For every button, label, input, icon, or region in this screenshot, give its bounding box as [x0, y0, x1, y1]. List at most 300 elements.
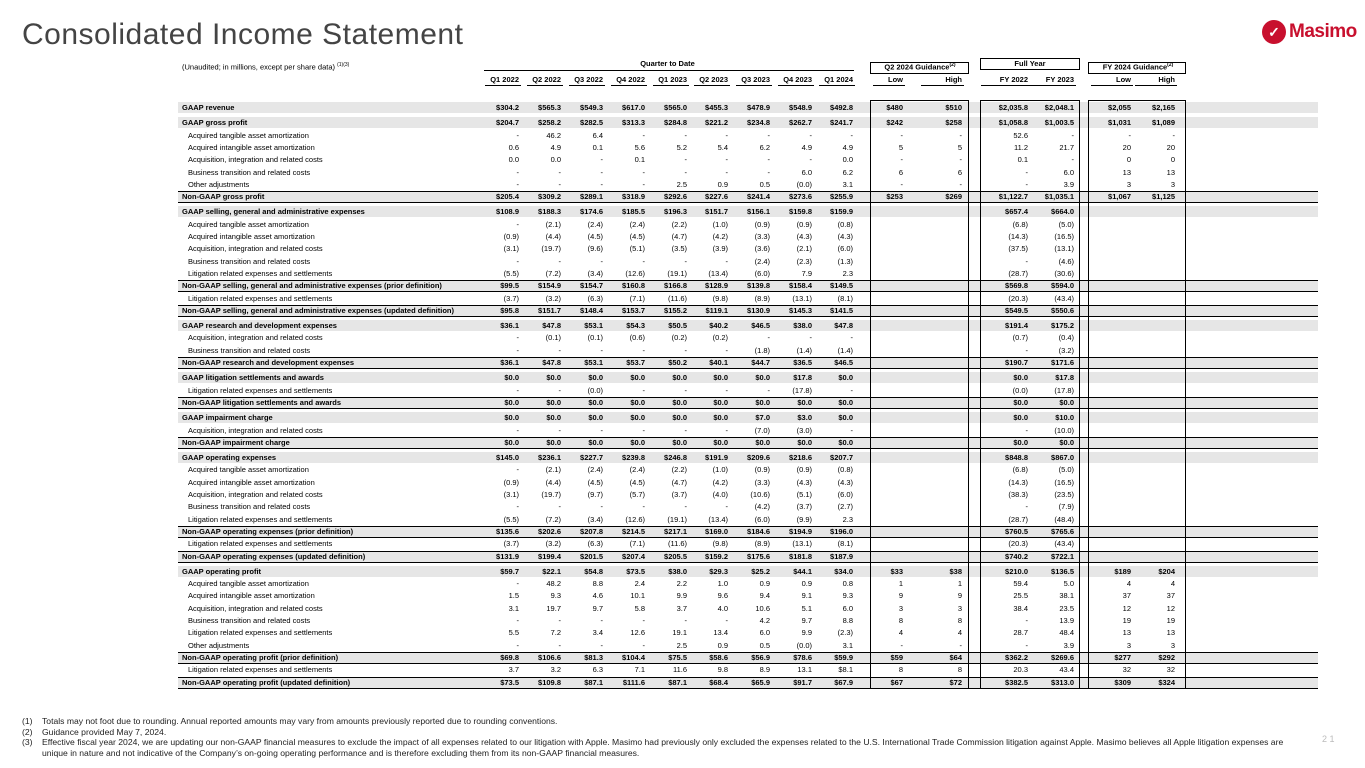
table-cell: $0.0 — [672, 437, 687, 447]
table-cell: 1 — [957, 579, 962, 589]
table-cell: (16.5) — [1054, 477, 1074, 487]
table-cell: (1.0) — [712, 219, 728, 229]
table-cell: - — [558, 502, 561, 512]
footnote-text: Totals may not foot due to rounding. Annual reported amounts may vary from amounts previously reported due to rounding conventions. — [42, 716, 558, 726]
table-cell: $740.2 — [1005, 551, 1028, 561]
table-cell: $128.9 — [705, 281, 728, 291]
table-cell: 12.6 — [630, 628, 645, 638]
table-cell: - — [642, 179, 645, 189]
table-cell: $207.4 — [622, 551, 645, 561]
table-cell: (23.5) — [1054, 490, 1074, 499]
table-cell: $510 — [945, 103, 962, 112]
table-cell: - — [1071, 155, 1074, 165]
table-cell: $492.8 — [830, 103, 853, 112]
table-cell: 1 — [898, 579, 903, 589]
table-row — [178, 566, 1318, 577]
table-cell: - — [959, 130, 962, 140]
table-cell: 13.1 — [797, 665, 812, 675]
table-cell: $145.0 — [496, 453, 519, 463]
row-label: GAAP impairment charge — [182, 413, 273, 423]
table-cell: - — [900, 179, 903, 189]
table-cell: $0.0 — [588, 397, 603, 407]
row-label: Acquired intangible asset amortization — [188, 477, 315, 487]
table-cell: $149.5 — [830, 281, 853, 291]
table-cell: (2.3) — [837, 628, 853, 638]
table-cell: - — [1025, 167, 1028, 177]
table-cell: 28.7 — [1013, 628, 1028, 638]
table-cell: $188.3 — [538, 207, 561, 217]
table-cell: (2.4) — [587, 465, 603, 475]
table-cell: $282.5 — [580, 118, 603, 128]
table-cell: $38 — [949, 566, 962, 576]
table-cell: 2.5 — [676, 179, 687, 189]
table-cell: 3.1 — [508, 603, 519, 613]
table-cell: $292 — [1158, 652, 1175, 662]
group-title: Full Year — [1014, 59, 1046, 68]
table-subtitle — [182, 62, 349, 72]
group-header-box — [1088, 62, 1186, 74]
table-cell: (20.3) — [1008, 539, 1028, 549]
table-cell: $0.0 — [1059, 437, 1074, 447]
column-header: Q4 2023 — [783, 75, 812, 84]
table-cell: (3.0) — [796, 425, 812, 435]
table-cell: $313.3 — [622, 118, 645, 128]
table-cell: $67.9 — [834, 677, 853, 687]
column-header-rule — [778, 85, 814, 86]
table-cell: 5.8 — [634, 603, 645, 613]
table-cell: $1,122.7 — [998, 192, 1028, 202]
table-cell: (13.1) — [792, 539, 812, 549]
table-cell: - — [600, 167, 603, 177]
table-row — [178, 640, 1318, 651]
column-header: Low — [888, 75, 903, 84]
table-row — [178, 578, 1318, 589]
table-cell: 1.0 — [717, 579, 728, 589]
masimo-logo-text: Masimo — [1289, 21, 1357, 42]
table-cell: (8.1) — [837, 539, 853, 549]
column-header: Low — [1116, 75, 1131, 84]
table-cell: 0 — [1170, 155, 1175, 165]
row-label: Acquired intangible asset amortization — [188, 591, 315, 601]
table-cell: $189 — [1114, 566, 1131, 576]
table-row — [178, 627, 1318, 638]
table-cell: $0.0 — [838, 437, 853, 447]
table-cell: $155.2 — [664, 305, 687, 315]
table-cell: (4.3) — [837, 232, 853, 241]
table-cell: $191.9 — [705, 453, 728, 463]
table-cell: $207.8 — [580, 526, 603, 536]
table-cell: $205.4 — [496, 192, 519, 202]
table-row — [178, 412, 1318, 423]
table-cell: $91.7 — [793, 677, 812, 687]
row-label: GAAP revenue — [182, 103, 235, 112]
table-cell: $78.6 — [793, 652, 812, 662]
table-cell: $0.0 — [630, 437, 645, 447]
table-cell: (37.5) — [1008, 244, 1028, 254]
table-cell: $221.2 — [705, 118, 728, 128]
table-cell: (3.5) — [671, 244, 687, 254]
table-cell: 6.2 — [842, 167, 853, 177]
table-cell: $154.7 — [580, 281, 603, 291]
row-label: Litigation related expenses and settlements — [188, 293, 333, 303]
table-cell: - — [516, 333, 519, 343]
table-cell: - — [600, 640, 603, 650]
table-cell: (4.7) — [671, 477, 687, 487]
table-cell: $227.6 — [705, 192, 728, 202]
table-cell: 2.5 — [676, 640, 687, 650]
table-cell: $50.2 — [668, 358, 687, 367]
table-cell: 7.9 — [801, 268, 812, 278]
table-cell: $17.8 — [793, 373, 812, 383]
table-cell: (14.3) — [1008, 232, 1028, 241]
table-cell: (4.2) — [712, 477, 728, 487]
table-cell: $362.2 — [1005, 652, 1028, 662]
table-row — [178, 167, 1318, 178]
table-cell: (0.4) — [1058, 333, 1074, 343]
table-cell: (17.8) — [792, 385, 812, 395]
table-cell: $657.4 — [1005, 207, 1028, 217]
table-cell: - — [1071, 130, 1074, 140]
footnote-text: Guidance provided May 7, 2024. — [42, 726, 167, 737]
table-row — [178, 489, 1318, 500]
table-cell: (5.5) — [503, 268, 519, 278]
table-row — [178, 142, 1318, 153]
row-label: Non-GAAP selling, general and administrative expenses (updated definition) — [182, 305, 454, 315]
table-cell: 0.8 — [842, 579, 853, 589]
table-cell: 5 — [898, 142, 903, 152]
table-row — [178, 603, 1318, 614]
table-cell: (7.1) — [629, 539, 645, 549]
table-cell: $67 — [890, 677, 903, 687]
table-cell: 6 — [898, 167, 903, 177]
table-cell: (3.4) — [587, 514, 603, 524]
table-cell: (4.3) — [837, 477, 853, 487]
column-header-rule — [569, 85, 605, 86]
table-cell: $141.5 — [830, 305, 853, 315]
column-header-rule — [1091, 85, 1133, 86]
table-cell: 3.2 — [550, 665, 561, 675]
row-label: Litigation related expenses and settlements — [188, 665, 333, 675]
table-cell: $181.8 — [789, 551, 812, 561]
table-cell: 13 — [1166, 167, 1175, 177]
table-cell: 6.0 — [1063, 167, 1074, 177]
table-cell: 4.9 — [550, 142, 561, 152]
table-cell: - — [600, 345, 603, 355]
table-cell: - — [642, 130, 645, 140]
table-cell: $0.0 — [546, 397, 561, 407]
table-cell: $549.5 — [1005, 305, 1028, 315]
table-cell: (4.4) — [545, 232, 561, 241]
row-label: GAAP operating profit — [182, 566, 262, 576]
row-label: Litigation related expenses and settlements — [188, 385, 333, 395]
table-cell: $0.0 — [588, 373, 603, 383]
table-cell: - — [684, 155, 687, 165]
table-cell: - — [600, 425, 603, 435]
table-cell: - — [1025, 616, 1028, 625]
table-cell: $253 — [886, 192, 903, 202]
table-row — [178, 280, 1318, 291]
page-title: Consolidated Income Statement — [22, 18, 464, 51]
table-cell: (19.1) — [667, 268, 687, 278]
table-cell: (4.7) — [671, 232, 687, 241]
table-cell: - — [900, 130, 903, 140]
table-cell: 4.6 — [592, 591, 603, 601]
table-cell: (3.1) — [503, 490, 519, 499]
table-cell: 10.1 — [630, 591, 645, 601]
table-cell: $242 — [886, 118, 903, 128]
table-cell: - — [767, 155, 770, 165]
table-cell: 6.0 — [842, 603, 853, 613]
table-cell: 3 — [957, 603, 962, 613]
table-cell: - — [642, 385, 645, 395]
group-title: Quarter to Date — [640, 59, 695, 68]
table-cell: 9.4 — [759, 591, 770, 601]
table-cell: $0.0 — [797, 397, 812, 407]
table-cell: 38.4 — [1013, 603, 1028, 613]
table-cell: $0.0 — [588, 437, 603, 447]
table-cell: 4.2 — [759, 616, 770, 625]
table-cell: 4.9 — [801, 142, 812, 152]
table-cell: $234.8 — [747, 118, 770, 128]
row-label: Business transition and related costs — [188, 256, 311, 266]
table-cell: (8.9) — [754, 293, 770, 303]
table-cell: (4.6) — [1058, 256, 1074, 266]
row-label: Business transition and related costs — [188, 167, 311, 177]
table-cell: - — [684, 385, 687, 395]
table-cell: $0.0 — [713, 373, 728, 383]
table-cell: (6.8) — [1012, 219, 1028, 229]
table-cell: 7.2 — [550, 628, 561, 638]
column-header-rule — [485, 85, 521, 86]
table-cell: $0.0 — [755, 397, 770, 407]
table-cell: - — [516, 616, 519, 625]
table-cell: (6.0) — [754, 268, 770, 278]
table-cell: (0.9) — [754, 465, 770, 475]
table-cell: $22.1 — [542, 566, 561, 576]
table-cell: 19 — [1166, 616, 1175, 625]
table-cell: - — [684, 130, 687, 140]
row-label: Non-GAAP operating expenses (updated definition) — [182, 551, 366, 561]
table-cell: 0.1 — [592, 142, 603, 152]
table-row — [178, 477, 1318, 488]
table-cell: 9.8 — [717, 665, 728, 675]
table-cell: (4.2) — [712, 232, 728, 241]
table-row — [178, 652, 1318, 663]
table-cell: 13 — [1122, 167, 1131, 177]
table-cell: 3.1 — [842, 179, 853, 189]
table-cell: $382.5 — [1005, 677, 1028, 687]
table-cell: (3.2) — [545, 539, 561, 549]
table-cell: - — [558, 640, 561, 650]
table-cell: $34.0 — [834, 566, 853, 576]
table-cell: $313.0 — [1051, 677, 1074, 687]
table-cell: 9.3 — [842, 591, 853, 601]
table-cell: - — [642, 167, 645, 177]
table-row — [178, 154, 1318, 165]
table-cell: (10.6) — [750, 490, 770, 499]
table-cell: $0.0 — [1013, 397, 1028, 407]
table-row — [178, 219, 1318, 230]
table-cell: 9.6 — [717, 591, 728, 601]
table-row — [178, 538, 1318, 549]
table-cell: (0.9) — [754, 219, 770, 229]
table-cell: $175.6 — [747, 551, 770, 561]
table-cell: 0.9 — [717, 640, 728, 650]
table-row — [178, 345, 1318, 356]
table-cell: (4.4) — [545, 477, 561, 487]
row-label: Acquisition, integration and related costs — [188, 490, 323, 499]
table-cell: - — [642, 256, 645, 266]
table-row — [178, 677, 1318, 688]
table-cell: (7.2) — [545, 268, 561, 278]
table-cell: 25.5 — [1013, 591, 1028, 601]
table-cell: - — [684, 167, 687, 177]
table-cell: $309.2 — [538, 192, 561, 202]
table-cell: (1.4) — [837, 345, 853, 355]
table-cell: $241.7 — [830, 118, 853, 128]
table-cell: $258.2 — [538, 118, 561, 128]
table-cell: $174.6 — [580, 207, 603, 217]
table-cell: - — [558, 425, 561, 435]
row-label: Acquisition, integration and related costs — [188, 333, 323, 343]
table-cell: (2.1) — [545, 219, 561, 229]
table-cell: (3.6) — [754, 244, 770, 254]
footnote-number: (2) — [22, 726, 33, 737]
table-cell: $765.6 — [1051, 526, 1074, 536]
column-header: Q2 2022 — [532, 75, 561, 84]
table-cell: (6.0) — [754, 514, 770, 524]
table-cell: $204 — [1158, 566, 1175, 576]
table-cell: $0.0 — [588, 413, 603, 423]
table-cell: (13.1) — [1054, 244, 1074, 254]
table-cell: $68.4 — [709, 677, 728, 687]
row-label: Acquisition, integration and related costs — [188, 155, 323, 165]
table-cell: $36.1 — [500, 358, 519, 367]
table-cell: (3.2) — [545, 293, 561, 303]
table-cell: 5.2 — [676, 142, 687, 152]
table-cell: 3.7 — [676, 603, 687, 613]
table-cell: $135.6 — [496, 526, 519, 536]
table-cell: 19 — [1122, 616, 1131, 625]
table-cell: - — [1025, 640, 1028, 650]
table-cell: (12.6) — [625, 268, 645, 278]
row-label: Business transition and related costs — [188, 616, 311, 625]
table-cell: $73.5 — [500, 677, 519, 687]
table-cell: (28.7) — [1008, 514, 1028, 524]
table-cell: 13.4 — [713, 628, 728, 638]
table-cell: $29.3 — [709, 566, 728, 576]
table-cell: - — [558, 167, 561, 177]
table-cell: 52.6 — [1013, 130, 1028, 140]
table-cell: (11.6) — [667, 293, 687, 303]
table-cell: 6.2 — [759, 142, 770, 152]
table-cell: (6.8) — [1012, 465, 1028, 475]
table-cell: $38.0 — [793, 321, 812, 331]
table-cell: - — [558, 616, 561, 625]
table-cell: (5.5) — [503, 514, 519, 524]
table-cell: $0.0 — [713, 397, 728, 407]
table-cell: $0.0 — [713, 413, 728, 423]
table-cell: (2.1) — [545, 465, 561, 475]
table-cell: $2,048.1 — [1044, 103, 1074, 112]
table-cell: $0.0 — [713, 437, 728, 447]
table-cell: $104.4 — [622, 652, 645, 662]
table-row — [178, 514, 1318, 525]
table-cell: (20.3) — [1008, 293, 1028, 303]
column-header: Q3 2023 — [741, 75, 770, 84]
table-cell: - — [809, 333, 812, 343]
table-cell: - — [600, 256, 603, 266]
table-cell: $145.3 — [789, 305, 812, 315]
table-cell: $185.5 — [622, 207, 645, 217]
table-cell: $10.0 — [1055, 413, 1074, 423]
table-cell: 0.1 — [634, 155, 645, 165]
table-cell: (13.4) — [708, 268, 728, 278]
table-cell: (2.4) — [587, 219, 603, 229]
table-cell: $175.2 — [1051, 321, 1074, 331]
table-cell: - — [642, 616, 645, 625]
table-cell: - — [767, 130, 770, 140]
table-cell: $47.8 — [542, 321, 561, 331]
table-cell: $72 — [949, 677, 962, 687]
table-cell: - — [516, 219, 519, 229]
table-cell: (9.7) — [587, 490, 603, 499]
table-cell: $236.1 — [538, 453, 561, 463]
table-cell: - — [850, 333, 853, 343]
table-cell: $210.0 — [1005, 566, 1028, 576]
table-cell: $194.9 — [789, 526, 812, 536]
table-row — [178, 385, 1318, 396]
table-cell: (4.5) — [629, 232, 645, 241]
table-cell: (0.1) — [545, 333, 561, 343]
table-cell: - — [725, 167, 728, 177]
table-cell: 13 — [1122, 628, 1131, 638]
table-row — [178, 590, 1318, 601]
table-cell: $1,031 — [1108, 118, 1131, 128]
table-row — [178, 425, 1318, 436]
table-cell: $108.9 — [496, 207, 519, 217]
table-cell: (0.9) — [796, 465, 812, 475]
table-cell: $258 — [945, 118, 962, 128]
table-cell: 37 — [1166, 591, 1175, 601]
table-row — [178, 615, 1318, 626]
table-cell: 6.0 — [759, 628, 770, 638]
table-cell: (2.4) — [629, 219, 645, 229]
table-cell: (4.5) — [587, 477, 603, 487]
table-cell: 3 — [898, 603, 903, 613]
table-cell: (43.4) — [1054, 293, 1074, 303]
table-cell: (2.3) — [796, 256, 812, 266]
table-cell: $269 — [945, 192, 962, 202]
table-cell: (0.8) — [837, 465, 853, 475]
table-cell: 19.7 — [546, 603, 561, 613]
table-cell: 4.0 — [717, 603, 728, 613]
table-cell: 0.5 — [759, 640, 770, 650]
table-cell: $0.0 — [672, 397, 687, 407]
table-cell: (6.0) — [837, 490, 853, 499]
table-cell: $262.7 — [789, 118, 812, 128]
table-row — [178, 452, 1318, 463]
page-number: 2 1 — [1322, 734, 1335, 744]
table-cell: (9.8) — [712, 539, 728, 549]
table-cell: 0.6 — [508, 142, 519, 152]
row-label: Non-GAAP operating profit (updated definition) — [182, 677, 351, 687]
table-cell: $50.5 — [668, 321, 687, 331]
group-header-qtd — [480, 59, 855, 68]
table-cell: (17.8) — [1054, 385, 1074, 395]
table-cell: - — [516, 465, 519, 475]
table-cell: (2.4) — [754, 256, 770, 266]
